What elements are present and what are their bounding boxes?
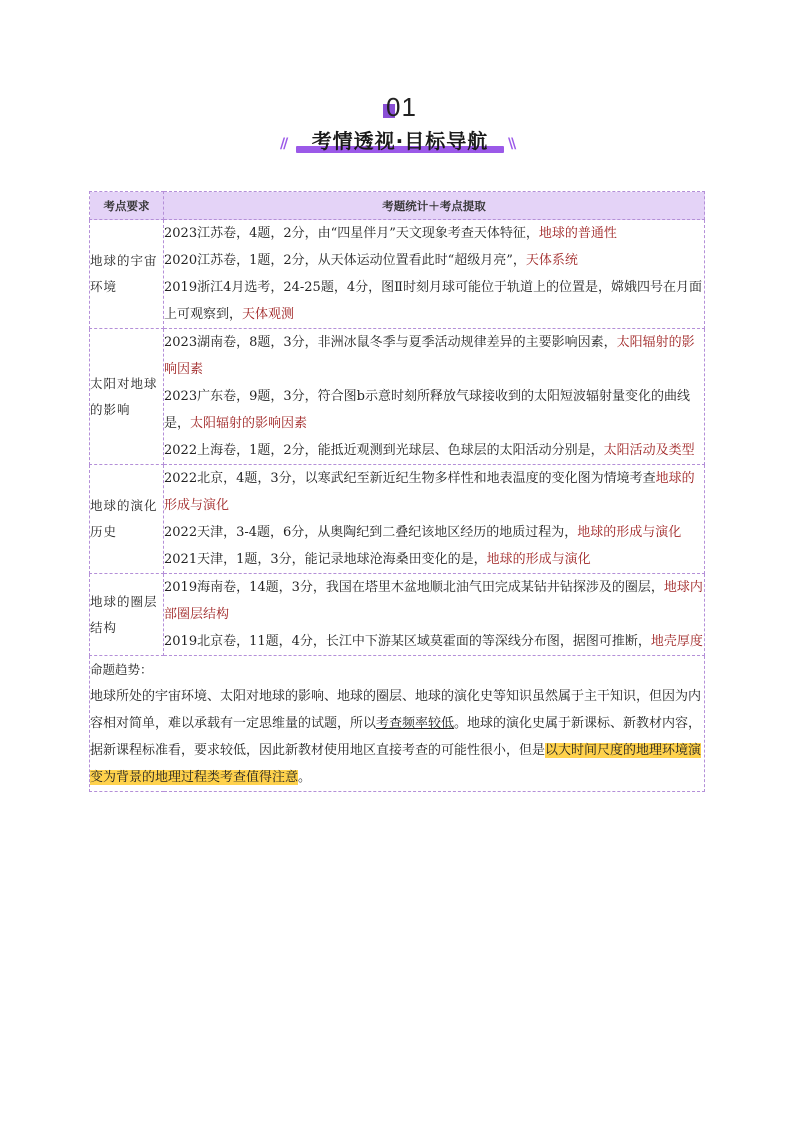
- exam-item: 2019浙江4月选考，24-25题，4分，图Ⅱ时刻月球可能位于轨道上的位置是，嫦娥四号在月面上可观察到，天体观测: [164, 280, 702, 322]
- table-row: [90, 329, 705, 465]
- table-row: [90, 465, 705, 574]
- decorative-slashes-left: //: [280, 136, 287, 152]
- trend-paragraph: 地球所处的宇宙环境、太阳对地球的影响、地球的圈层、地球的演化史等知识虽然属于主干知识，但因为内容相对简单，难以承载有一定思维量的试题，所以考查频率较低。地球的演化史属于新课标、新教材内容，据新课程标准看，要求较低，因此新教材使用地区直接考查的可能性很小，但是以大时间尺度的地理环境演变为背景的地理过程类考查值得注意。: [90, 689, 702, 785]
- key-point: 太阳辐射的影响因素: [164, 335, 695, 377]
- row-content: [164, 329, 705, 465]
- row-label: 地球的宇宙环境: [90, 220, 164, 329]
- key-point: 地球的形成与演化: [577, 525, 682, 540]
- underlined-text: 考查频率较低: [376, 716, 455, 731]
- table-header-row: [90, 192, 705, 220]
- key-point: 太阳活动及类型: [603, 443, 695, 458]
- key-point: 地球的形成与演化: [164, 471, 695, 513]
- row-content: [164, 574, 705, 656]
- exam-item: 2022北京，4题，3分，以寒武纪至新近纪生物多样性和地表温度的变化图为情境考查地球的形成与演化: [164, 471, 695, 513]
- row-content: [164, 465, 705, 574]
- exam-item: 2019北京卷，11题，4分，长江中下游某区域莫霍面的等深线分布图，据图可推断，地壳厚度: [164, 634, 703, 649]
- table-row: [90, 574, 705, 656]
- section-number-text: 01: [386, 92, 417, 122]
- exam-item: 2023江苏卷，4题，2分，由“四星伴月”天文现象考查天体特征，地球的普通性: [164, 226, 617, 241]
- exam-item: 2020江苏卷，1题，2分，从天体运动位置看此时“超级月亮”，天体系统: [164, 253, 578, 268]
- row-content: [164, 220, 705, 329]
- key-point: 地球内部圈层结构: [164, 580, 703, 622]
- row-label: 地球的演化历史: [90, 465, 164, 574]
- row-label: 太阳对地球的影响: [90, 329, 164, 465]
- decorative-slashes-right: \\: [508, 136, 515, 152]
- exam-item: 2021天津，1题，3分，能记录地球沧海桑田变化的是，地球的形成与演化: [164, 552, 591, 567]
- exam-item: 2019海南卷，14题，3分，我国在塔里木盆地顺北油气田完成某钻井钻探涉及的圈层，地球内部圈层结构: [164, 580, 703, 622]
- exam-item: 2023湖南卷，8题，3分，非洲冰鼠冬季与夏季活动规律差异的主要影响因素，太阳辐射的影响因素: [164, 335, 695, 377]
- trend-row: [90, 656, 705, 792]
- exam-item: 2022天津，3-4题，6分，从奥陶纪到二叠纪该地区经历的地质过程为，地球的形成与演化: [164, 525, 682, 540]
- section-title: 考情透视·目标导航: [311, 129, 489, 153]
- exam-item: 2022上海卷，1题，2分，能抵近观测到光球层、色球层的太阳活动分别是，太阳活动及类型: [164, 443, 695, 458]
- column-header-statistics: 考题统计＋考点提取: [164, 192, 705, 220]
- key-point: 天体观测: [242, 307, 295, 322]
- key-point: 天体系统: [525, 253, 578, 268]
- exam-analysis-table: [89, 191, 705, 792]
- highlighted-text: 以大时间尺度的地理环境演变为背景的地理过程类考查值得注意: [90, 743, 702, 785]
- trend-title: 命题趋势：: [90, 662, 153, 677]
- trend-cell: [90, 656, 705, 792]
- exam-item: 2023广东卷，9题，3分，符合图b示意时刻所释放气球接收到的太阳短波辐射量变化的曲线是，太阳辐射的影响因素: [164, 389, 690, 431]
- section-number: [383, 92, 433, 126]
- row-label: 地球的圈层结构: [90, 574, 164, 656]
- section-header: [0, 92, 794, 162]
- key-point: 地球的普通性: [538, 226, 617, 241]
- key-point: 地壳厚度: [650, 634, 703, 649]
- key-point: 太阳辐射的影响因素: [190, 416, 308, 431]
- column-header-requirement: 考点要求: [90, 192, 164, 220]
- key-point: 地球的形成与演化: [486, 552, 591, 567]
- table-row: [90, 220, 705, 329]
